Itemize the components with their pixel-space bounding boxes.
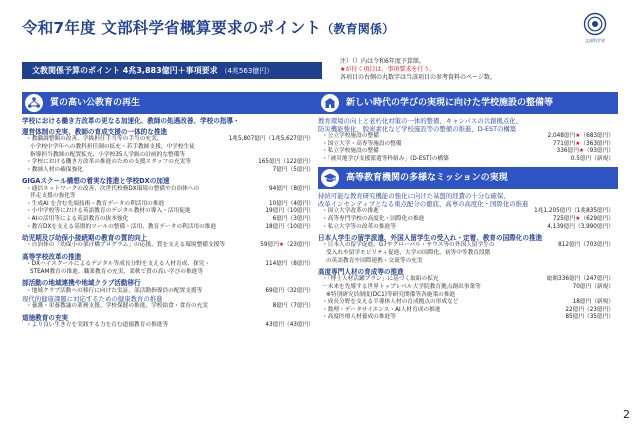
item-text: 受入れや留学モビリティ促進、大学の国際化、初等中等教育段階: [326, 249, 491, 256]
mext-logo: [573, 12, 617, 44]
item-amount: [265, 288, 314, 296]
item-text: ・私立大学等の改革の推進等: [322, 223, 396, 230]
budget-item-row: [318, 224, 618, 232]
item-text: 指導担当教師の配置拡充、小学校35人学級の計画的な整備等: [30, 151, 186, 158]
amount-previous: （629億円）: [580, 215, 614, 222]
amount-value: 165億円（122億円）: [258, 159, 314, 166]
item-amount: [558, 242, 614, 250]
item-text: ・「被災地学び支援派遣等枠組み」(D-EST)の構築: [322, 155, 449, 162]
section-header-higher-education: [318, 167, 618, 189]
star-mark: ★: [575, 215, 581, 222]
item-amount: [273, 303, 314, 311]
item-text: ・教師人材の確保強化: [26, 166, 83, 173]
item-amount: [260, 242, 314, 250]
amount-value: 8億円（7億円）: [272, 303, 314, 310]
budget-item-row: [318, 156, 618, 164]
section-intro: 持続可能な教育研究機能の強化に向けた基盤的経費の十分な確保、: [318, 192, 510, 201]
amount-value: 94億円（8億円）: [269, 185, 314, 192]
star-mark: ★: [278, 242, 284, 249]
group-heading: 現代的健康課題に対応するための健康教育の推進: [22, 295, 163, 304]
item-text: ・地域クラブ活動への移行に向けた実証、部活動指導員の配置支援等: [26, 287, 203, 294]
budget-item-row: [22, 322, 318, 330]
budget-item-row: [318, 242, 618, 250]
budget-amount: 4兆3,883億円＋事項要求: [122, 66, 218, 75]
item-text: ・小中学校等における英語教育のデジタル教材の導入・活用促進: [26, 208, 191, 215]
item-text: ※特別研究員制度(DC1)等研究関係等各施策の推進: [326, 291, 456, 298]
group-heading: GIGAスクール構想の着実な推進と学校DXの加速: [22, 177, 170, 186]
amount-value: 43億円（43億円）: [265, 321, 314, 328]
amount-value: 22億円（23億円）: [565, 306, 614, 313]
budget-item-row: [318, 250, 618, 258]
group-heading: 高度専門人材の育成等の推進: [318, 268, 404, 277]
budget-item-row: [22, 136, 318, 144]
item-text: ・教育DXを支える基盤的ツールの整備・活用、教育データの利活用の推進: [26, 223, 217, 230]
item-amount: [273, 167, 314, 175]
amount-previous: （93億円）: [584, 148, 614, 155]
left-column: [22, 92, 318, 330]
page-number: 2: [623, 408, 630, 421]
group-heading: 部活動の地域連携や地域クラブ活動移行: [22, 279, 141, 288]
budget-item-row: [318, 314, 618, 322]
amount-value: 6億円（3億円）: [272, 215, 314, 222]
item-amount: [565, 314, 614, 322]
group-heading: 日本人学生の留学派遣、外国人留学生の受入れ・定着、教育の国際化の推進: [318, 234, 543, 243]
item-amount: [265, 322, 314, 330]
section-intro: 教育環境の向上と老朽化対策の一体的整備、キャンパスの共創拠点化、: [318, 117, 523, 125]
budget-item-row: [22, 224, 318, 232]
item-text: ・養護・栄養教諭の業務支援、学校保健の推進、学校給食・食育の充実: [26, 303, 208, 310]
item-text: ・公立学校施設の整備: [322, 133, 379, 139]
section-intro: 改革インセンティブとなる重点配分の徹底、高専の高度化・国際化の推進: [318, 200, 529, 209]
title-sub: （教育関係）: [321, 22, 395, 36]
item-text: STEAM教育の推進、職業教育の充実、柔軟で質の高い学びの推進等: [30, 268, 204, 275]
amount-value: 59億円: [260, 242, 279, 249]
item-text: ・学校における働き方改革の推進のための支援スタッフの充実等: [26, 159, 191, 166]
budget-item-row: [22, 167, 318, 175]
logo-text: 文部科学省: [585, 38, 605, 43]
item-amount: [265, 208, 314, 216]
amount-value: 10億円（4億円）: [269, 200, 314, 207]
budget-item-row: [22, 303, 318, 311]
amount-value: 0.5億円（新規）: [570, 155, 614, 162]
star-mark: ★: [578, 148, 584, 155]
item-text: の英語教育や国際連携・交流等の充実: [326, 257, 423, 264]
budget-item-row: [318, 208, 618, 216]
item-text: ・通信ネットワークの改善、次世代校務DX環境の整備や自治体への: [26, 185, 200, 192]
item-text: ・DXハイスクールによるデジタル等成長分野を支える人材育成、探究・: [26, 261, 211, 268]
group-heading: 運営体制の充実、教師の育成支援の一体的な推進: [22, 128, 168, 137]
amount-value: 85億円（35億円）: [565, 314, 614, 321]
amount-value: 1兆1,205億円（1兆835億円）: [534, 208, 614, 215]
item-text: ・自治体の「幼保小の架け橋プログラム」の応援、質を支える環境整備支援等: [26, 242, 226, 249]
amount-value: 336億円: [556, 148, 579, 155]
item-amount: [273, 216, 314, 224]
higher-education-body: [318, 192, 618, 322]
budget-item-row: [22, 242, 318, 250]
amount-value: 771億円: [553, 140, 576, 147]
group-heading: 学校における働き方改革の更なる加速化、教師の処遇改善、学校の指導・: [22, 117, 240, 125]
section-title: 高等教育機関の多様なミッションの実現: [346, 173, 508, 184]
note-line: 注）（）内は令和6年度予算額。: [340, 58, 425, 65]
item-text: ・「博士人材活躍プラン」に基づく取組の拡充: [322, 276, 439, 283]
section-header-public-education: [22, 92, 318, 114]
item-amount: [573, 299, 614, 307]
mext-emblem-icon: [583, 12, 607, 36]
item-text: －未来を先導する世界トップレベル大学院教育拠点創出事業等: [322, 283, 481, 290]
item-text: ・日本人の留学促進、G7やグローバル・サウス等の外国人留学生の: [322, 242, 495, 249]
amount-previous: （23億円）: [284, 242, 314, 249]
item-text: ・国立大学・高専等施設の整備: [322, 140, 402, 147]
amount-value: 18億円（10億円）: [265, 223, 314, 230]
budget-summary-bar: [22, 62, 322, 79]
amount-previous: （683億円）: [580, 133, 614, 139]
item-amount: [571, 156, 614, 164]
right-column: [318, 92, 618, 322]
star-mark: ★: [575, 140, 581, 147]
section-title: 質の高い公教育の再生: [50, 98, 141, 108]
budget-item-row: [318, 276, 618, 284]
item-text: ・AIの活用等による英語教育の抜本強化: [26, 215, 129, 222]
budget-item-row: [22, 193, 318, 201]
budget-item-row: [318, 292, 618, 300]
item-amount: [265, 261, 314, 269]
left-body: [22, 117, 318, 330]
budget-item-row: [318, 299, 618, 307]
amount-value: 114億円（8億円）: [265, 261, 314, 268]
item-text: ・高等専門学校の高度化・国際化の推進: [322, 215, 425, 222]
budget-item-row: [22, 269, 318, 277]
amount-value: 812億円（703億円）: [558, 242, 614, 249]
note-line: ★が付く項目は、事項要求を行う。: [340, 66, 436, 73]
item-amount: [553, 216, 614, 224]
item-amount: [548, 133, 614, 141]
item-amount: [265, 224, 314, 232]
budget-item-row: [318, 148, 618, 156]
amount-value: 69億円（32億円）: [265, 287, 314, 294]
amount-value: 18億円（新規）: [572, 299, 614, 306]
item-amount: [258, 159, 314, 167]
item-text: ・成長分野を支える半導体人材の育成拠点の形成など: [322, 299, 459, 306]
item-text: ・国立大学改革の推進: [322, 208, 379, 215]
amount-value: 70億円（新規）: [572, 283, 614, 290]
amount-value: 7億円（5億円）: [272, 166, 314, 173]
group-heading: 道徳教育の充実: [22, 313, 69, 322]
notes: [340, 58, 496, 82]
budget-label: 文教関係予算のポイント: [32, 66, 120, 75]
item-amount: [573, 284, 614, 292]
graduation-cap-icon: [321, 169, 339, 187]
budget-previous: （4兆563億円）: [220, 67, 274, 75]
item-amount: [547, 276, 614, 284]
item-amount: [269, 186, 314, 194]
item-amount: [534, 208, 614, 216]
budget-item-row: [22, 144, 318, 152]
item-text: ・教職調整額の改善、学級担任手当等の手当の充実、: [26, 136, 163, 143]
group-heading: 幼児期及び幼保小接続期の教育の質的向上: [22, 234, 148, 243]
amount-value: 725億円: [553, 215, 576, 222]
item-text: ・数理・データサイエンス・AI人材育成の推進: [322, 306, 441, 313]
amount-value: 2,048億円: [547, 133, 576, 139]
item-text: ・生成AI を含む先端技術・教育データの利活用の推進: [26, 200, 165, 207]
section-header-school-facilities: [318, 92, 618, 114]
amount-previous: （363億円）: [580, 140, 614, 147]
section-title: 新しい時代の学びの実現に向けた学校施設の整備等: [346, 98, 554, 108]
item-text: ・より良い生き方を実践する力を育む道徳教育の推進等: [26, 321, 169, 328]
section-intro: 防災機能強化、脱炭素化など学校施設等の整備の推進、D-ESTの構築: [318, 125, 517, 133]
item-amount: [547, 224, 614, 232]
amount-value: 19億円（10億円）: [265, 208, 314, 215]
note-line: 各項目の右側の丸数字は当該項目の参考資料のページ数。: [340, 74, 496, 81]
amount-value: 総額336億円（247億円）: [546, 276, 614, 283]
people-network-icon: [25, 94, 43, 112]
item-text: ・高度医療人材養成の推進等: [322, 314, 396, 321]
item-text: ・私立学校施設の整備: [322, 148, 379, 155]
item-amount: [557, 148, 614, 156]
budget-item-row: [318, 258, 618, 266]
item-text: 小学校中学年への教科担任制の拡充・若手教師支援、中学校生徒: [30, 144, 195, 150]
star-mark: ★: [575, 133, 581, 139]
item-amount: [229, 136, 314, 144]
budget-item-row: [318, 216, 618, 224]
facilities-body: [318, 117, 618, 163]
budget-item-row: [22, 216, 318, 224]
title-main: 令和7年度 文部科学省概算要求のポイント: [22, 19, 322, 37]
budget-item-row: [318, 284, 618, 292]
budget-item-row: [22, 159, 318, 167]
amount-value: 4,139億円（3,990億円）: [547, 223, 614, 230]
school-building-icon: [321, 94, 339, 112]
budget-item-row: [318, 133, 618, 141]
budget-item-row: [22, 261, 318, 269]
budget-item-row: [22, 208, 318, 216]
group-heading: 高等学校改革の推進: [22, 252, 82, 261]
budget-item-row: [22, 288, 318, 296]
item-text: 伴走支援の強化等: [30, 193, 76, 200]
amount-value: 1兆5,807億円（1兆5,627億円）: [228, 136, 314, 143]
page-title: [22, 16, 394, 38]
